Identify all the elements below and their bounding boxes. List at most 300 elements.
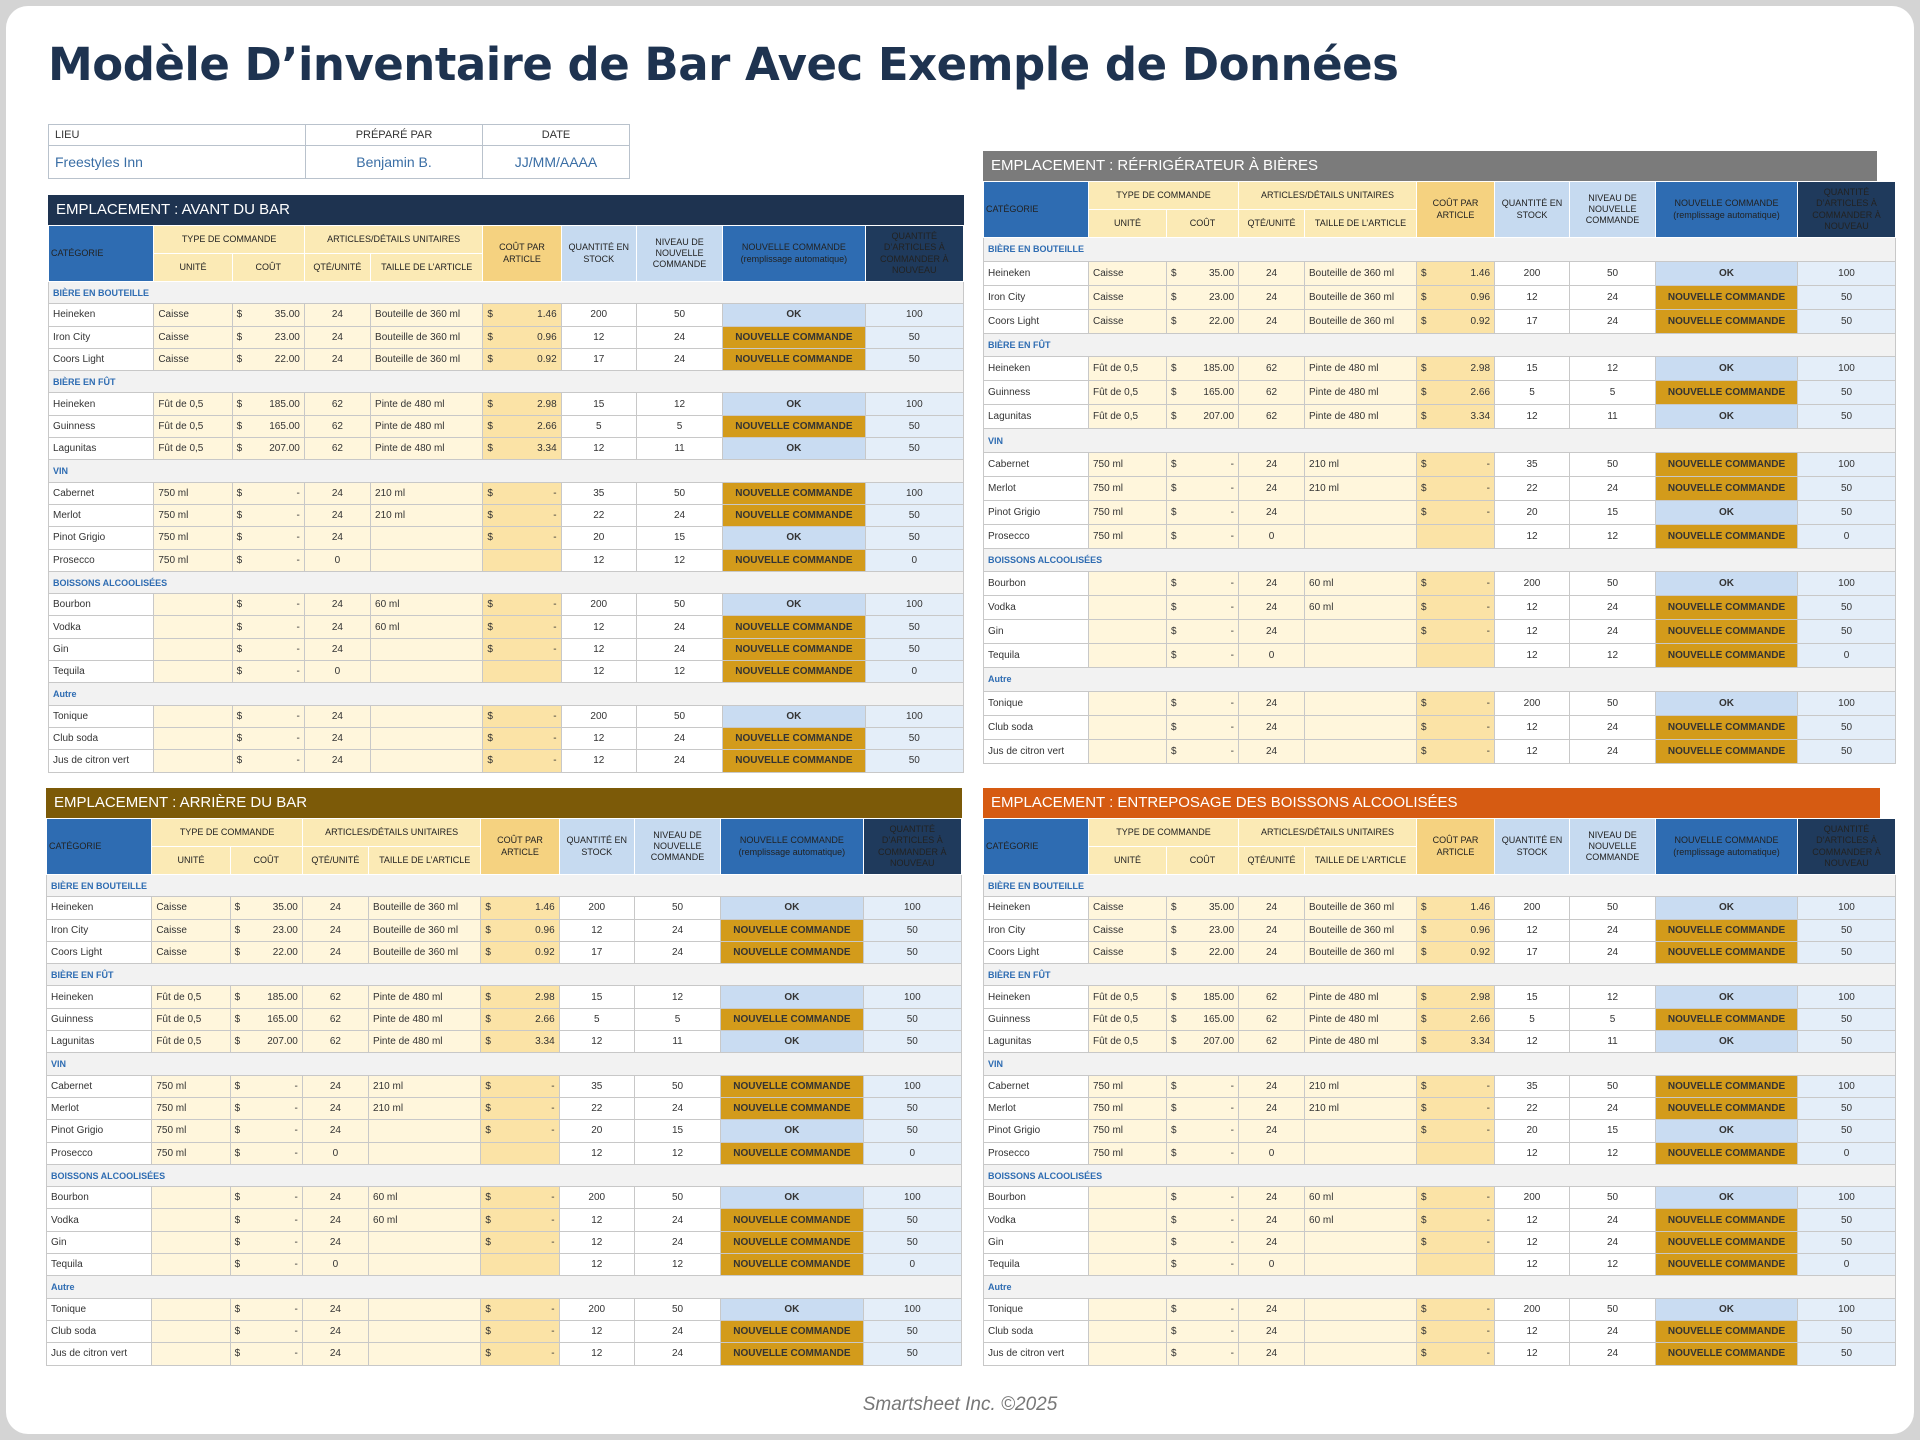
- item-reorder-level[interactable]: 50: [1570, 1187, 1656, 1209]
- item-unit[interactable]: 750 ml: [1089, 476, 1167, 500]
- item-cost[interactable]: [1167, 986, 1239, 1008]
- item-unit[interactable]: Fût de 0,5: [154, 393, 232, 415]
- item-reorder-level[interactable]: 12: [634, 1142, 720, 1164]
- item-cost[interactable]: [1167, 453, 1239, 477]
- item-qty-unit[interactable]: 24: [1239, 1298, 1305, 1320]
- item-name[interactable]: Prosecco: [47, 1142, 152, 1164]
- item-qty-to-order[interactable]: 0: [1798, 524, 1896, 548]
- item-name[interactable]: Iron City: [49, 326, 154, 348]
- item-name[interactable]: Gin: [984, 1231, 1089, 1253]
- item-unit[interactable]: [1089, 644, 1167, 668]
- item-name[interactable]: Cabernet: [984, 453, 1089, 477]
- item-qty-to-order[interactable]: 100: [863, 986, 961, 1008]
- item-unit[interactable]: [152, 1209, 230, 1231]
- item-name[interactable]: Cabernet: [47, 1075, 152, 1097]
- item-cost[interactable]: [1167, 1008, 1239, 1030]
- item-reorder-level[interactable]: 24: [1570, 620, 1656, 644]
- item-unit[interactable]: 750 ml: [152, 1097, 230, 1119]
- item-qty-to-order[interactable]: 100: [865, 393, 963, 415]
- item-name[interactable]: Bourbon: [47, 1187, 152, 1209]
- item-qty-to-order[interactable]: 100: [1798, 897, 1896, 919]
- item-qty-to-order[interactable]: 50: [865, 616, 963, 638]
- prepared-by-value[interactable]: Benjamin B.: [306, 146, 483, 179]
- item-name[interactable]: Prosecco: [49, 549, 154, 571]
- item-size[interactable]: [1305, 1142, 1417, 1164]
- item-size[interactable]: [369, 1254, 481, 1276]
- item-qty-unit[interactable]: 24: [302, 941, 368, 963]
- item-size[interactable]: Pinte de 480 ml: [369, 1008, 481, 1030]
- item-unit[interactable]: [154, 594, 232, 616]
- item-reorder-level[interactable]: 24: [1570, 919, 1656, 941]
- item-reorder-level[interactable]: 12: [634, 1254, 720, 1276]
- item-size[interactable]: 210 ml: [1305, 476, 1417, 500]
- item-name[interactable]: Vodka: [49, 616, 154, 638]
- item-name[interactable]: Lagunitas: [49, 438, 154, 460]
- item-qty-to-order[interactable]: 50: [863, 1008, 961, 1030]
- item-reorder-level[interactable]: 24: [1570, 739, 1656, 763]
- item-name[interactable]: Bourbon: [49, 594, 154, 616]
- item-stock[interactable]: 12: [1495, 1320, 1570, 1342]
- item-stock[interactable]: 20: [1495, 500, 1570, 524]
- item-size[interactable]: 210 ml: [369, 1097, 481, 1119]
- item-stock[interactable]: 12: [559, 1320, 634, 1342]
- item-size[interactable]: [1305, 1298, 1417, 1320]
- item-unit[interactable]: [152, 1343, 230, 1365]
- item-unit[interactable]: [154, 750, 232, 772]
- item-stock[interactable]: 12: [1495, 715, 1570, 739]
- item-cost[interactable]: [232, 326, 304, 348]
- item-reorder-level[interactable]: 12: [1570, 986, 1656, 1008]
- item-reorder-level[interactable]: 11: [636, 438, 722, 460]
- item-size[interactable]: 210 ml: [1305, 453, 1417, 477]
- item-reorder-level[interactable]: 24: [634, 941, 720, 963]
- item-unit[interactable]: Caisse: [1089, 919, 1167, 941]
- item-unit[interactable]: Fût de 0,5: [1089, 1008, 1167, 1030]
- item-cost[interactable]: [230, 941, 302, 963]
- item-cost[interactable]: [1167, 1209, 1239, 1231]
- item-qty-to-order[interactable]: 50: [863, 1343, 961, 1365]
- item-name[interactable]: Club soda: [984, 1320, 1089, 1342]
- item-qty-to-order[interactable]: 50: [1798, 919, 1896, 941]
- item-cost[interactable]: [232, 348, 304, 370]
- item-unit[interactable]: 750 ml: [1089, 1120, 1167, 1142]
- item-size[interactable]: [371, 527, 483, 549]
- item-qty-unit[interactable]: 24: [302, 919, 368, 941]
- item-qty-to-order[interactable]: 0: [863, 1254, 961, 1276]
- item-unit[interactable]: Fût de 0,5: [152, 986, 230, 1008]
- item-name[interactable]: Pinot Grigio: [47, 1120, 152, 1142]
- item-cost[interactable]: [232, 304, 304, 326]
- item-name[interactable]: Vodka: [984, 596, 1089, 620]
- item-qty-unit[interactable]: 24: [304, 594, 370, 616]
- item-name[interactable]: Gin: [984, 620, 1089, 644]
- item-reorder-level[interactable]: 24: [636, 638, 722, 660]
- item-unit[interactable]: Caisse: [154, 326, 232, 348]
- item-stock[interactable]: 12: [1495, 1231, 1570, 1253]
- item-size[interactable]: [1305, 644, 1417, 668]
- item-size[interactable]: [1305, 1231, 1417, 1253]
- item-name[interactable]: Guinness: [984, 1008, 1089, 1030]
- item-reorder-level[interactable]: 5: [1570, 1008, 1656, 1030]
- item-qty-unit[interactable]: 62: [1239, 381, 1305, 405]
- item-cost[interactable]: [1167, 691, 1239, 715]
- item-qty-unit[interactable]: 24: [304, 616, 370, 638]
- item-name[interactable]: Guinness: [49, 415, 154, 437]
- item-qty-to-order[interactable]: 50: [1798, 1231, 1896, 1253]
- item-unit[interactable]: [1089, 596, 1167, 620]
- item-reorder-level[interactable]: 12: [636, 549, 722, 571]
- item-stock[interactable]: 12: [1495, 285, 1570, 309]
- item-name[interactable]: Merlot: [49, 504, 154, 526]
- item-size[interactable]: 210 ml: [371, 482, 483, 504]
- item-reorder-level[interactable]: 50: [636, 304, 722, 326]
- item-reorder-level[interactable]: 50: [636, 594, 722, 616]
- item-name[interactable]: Heineken: [47, 897, 152, 919]
- item-size[interactable]: [371, 750, 483, 772]
- item-unit[interactable]: [1089, 739, 1167, 763]
- item-qty-unit[interactable]: 24: [1239, 1097, 1305, 1119]
- item-stock[interactable]: 12: [561, 326, 636, 348]
- item-name[interactable]: Heineken: [984, 357, 1089, 381]
- item-qty-unit[interactable]: 24: [304, 527, 370, 549]
- item-qty-unit[interactable]: 62: [302, 1008, 368, 1030]
- item-qty-unit[interactable]: 24: [1239, 941, 1305, 963]
- item-qty-unit[interactable]: 62: [1239, 405, 1305, 429]
- item-cost[interactable]: [230, 1320, 302, 1342]
- item-qty-to-order[interactable]: 0: [863, 1142, 961, 1164]
- item-cost[interactable]: [232, 727, 304, 749]
- item-name[interactable]: Gin: [47, 1231, 152, 1253]
- item-reorder-level[interactable]: 50: [1570, 897, 1656, 919]
- item-unit[interactable]: 750 ml: [154, 549, 232, 571]
- item-size[interactable]: Pinte de 480 ml: [1305, 381, 1417, 405]
- item-size[interactable]: [1305, 500, 1417, 524]
- item-name[interactable]: Coors Light: [47, 941, 152, 963]
- item-reorder-level[interactable]: 24: [1570, 1231, 1656, 1253]
- item-qty-unit[interactable]: 24: [302, 1187, 368, 1209]
- item-cost[interactable]: [1167, 524, 1239, 548]
- item-cost[interactable]: [232, 393, 304, 415]
- item-qty-unit[interactable]: 62: [304, 438, 370, 460]
- item-qty-unit[interactable]: 62: [1239, 986, 1305, 1008]
- item-cost[interactable]: [1167, 1254, 1239, 1276]
- item-size[interactable]: [1305, 620, 1417, 644]
- item-unit[interactable]: [1089, 1343, 1167, 1365]
- item-cost[interactable]: [232, 594, 304, 616]
- item-unit[interactable]: [1089, 1298, 1167, 1320]
- item-stock[interactable]: 200: [559, 1187, 634, 1209]
- item-name[interactable]: Gin: [49, 638, 154, 660]
- item-reorder-level[interactable]: 50: [634, 1075, 720, 1097]
- item-qty-to-order[interactable]: 100: [865, 594, 963, 616]
- item-stock[interactable]: 12: [559, 1231, 634, 1253]
- item-stock[interactable]: 17: [1495, 941, 1570, 963]
- item-stock[interactable]: 12: [1495, 405, 1570, 429]
- item-unit[interactable]: [154, 616, 232, 638]
- item-stock[interactable]: 22: [1495, 476, 1570, 500]
- item-cost[interactable]: [230, 1298, 302, 1320]
- item-stock[interactable]: 12: [1495, 919, 1570, 941]
- item-reorder-level[interactable]: 24: [636, 348, 722, 370]
- item-cost[interactable]: [1167, 941, 1239, 963]
- item-stock[interactable]: 200: [559, 897, 634, 919]
- item-unit[interactable]: Fût de 0,5: [152, 1031, 230, 1053]
- item-qty-to-order[interactable]: 50: [865, 348, 963, 370]
- item-qty-to-order[interactable]: 50: [865, 727, 963, 749]
- item-unit[interactable]: [1089, 572, 1167, 596]
- item-cost[interactable]: [230, 1209, 302, 1231]
- item-reorder-level[interactable]: 24: [636, 326, 722, 348]
- item-reorder-level[interactable]: 5: [636, 415, 722, 437]
- item-stock[interactable]: 12: [559, 1209, 634, 1231]
- item-unit[interactable]: [154, 638, 232, 660]
- item-reorder-level[interactable]: 24: [1570, 1320, 1656, 1342]
- item-reorder-level[interactable]: 12: [1570, 1142, 1656, 1164]
- item-qty-to-order[interactable]: 50: [1798, 941, 1896, 963]
- item-cost[interactable]: [230, 1187, 302, 1209]
- item-qty-to-order[interactable]: 50: [1798, 596, 1896, 620]
- item-name[interactable]: Iron City: [984, 285, 1089, 309]
- item-unit[interactable]: Caisse: [152, 941, 230, 963]
- item-stock[interactable]: 20: [559, 1120, 634, 1142]
- item-size[interactable]: [371, 638, 483, 660]
- item-size[interactable]: Bouteille de 360 ml: [371, 326, 483, 348]
- item-stock[interactable]: 12: [1495, 524, 1570, 548]
- item-qty-unit[interactable]: 0: [302, 1254, 368, 1276]
- item-size[interactable]: [369, 1298, 481, 1320]
- item-size[interactable]: Bouteille de 360 ml: [1305, 897, 1417, 919]
- item-unit[interactable]: [152, 1320, 230, 1342]
- item-reorder-level[interactable]: 15: [1570, 500, 1656, 524]
- item-qty-unit[interactable]: 0: [304, 549, 370, 571]
- item-qty-unit[interactable]: 24: [304, 304, 370, 326]
- item-cost[interactable]: [1167, 261, 1239, 285]
- item-stock[interactable]: 200: [1495, 691, 1570, 715]
- item-reorder-level[interactable]: 24: [634, 919, 720, 941]
- item-size[interactable]: Bouteille de 360 ml: [1305, 285, 1417, 309]
- item-reorder-level[interactable]: 24: [1570, 1209, 1656, 1231]
- item-size[interactable]: [371, 727, 483, 749]
- item-cost[interactable]: [232, 438, 304, 460]
- item-qty-unit[interactable]: 24: [304, 638, 370, 660]
- item-cost[interactable]: [1167, 357, 1239, 381]
- item-name[interactable]: Heineken: [984, 897, 1089, 919]
- item-qty-unit[interactable]: 24: [1239, 285, 1305, 309]
- item-unit[interactable]: [152, 1231, 230, 1253]
- item-name[interactable]: Cabernet: [984, 1075, 1089, 1097]
- item-qty-unit[interactable]: 62: [302, 986, 368, 1008]
- item-unit[interactable]: Fût de 0,5: [1089, 357, 1167, 381]
- item-qty-unit[interactable]: 24: [1239, 1209, 1305, 1231]
- item-name[interactable]: Pinot Grigio: [984, 1120, 1089, 1142]
- item-name[interactable]: Lagunitas: [47, 1031, 152, 1053]
- item-cost[interactable]: [232, 616, 304, 638]
- item-qty-unit[interactable]: 24: [302, 1320, 368, 1342]
- item-qty-to-order[interactable]: 50: [1798, 1343, 1896, 1365]
- item-size[interactable]: [1305, 691, 1417, 715]
- item-qty-unit[interactable]: 24: [302, 1075, 368, 1097]
- item-unit[interactable]: Fût de 0,5: [1089, 381, 1167, 405]
- item-cost[interactable]: [1167, 1298, 1239, 1320]
- item-size[interactable]: [1305, 1120, 1417, 1142]
- item-qty-unit[interactable]: 24: [1239, 1320, 1305, 1342]
- item-cost[interactable]: [1167, 476, 1239, 500]
- item-stock[interactable]: 12: [1495, 620, 1570, 644]
- item-reorder-level[interactable]: 24: [1570, 1097, 1656, 1119]
- item-reorder-level[interactable]: 11: [634, 1031, 720, 1053]
- item-name[interactable]: Tequila: [984, 644, 1089, 668]
- item-name[interactable]: Pinot Grigio: [984, 500, 1089, 524]
- item-name[interactable]: Jus de citron vert: [49, 750, 154, 772]
- item-qty-to-order[interactable]: 0: [1798, 1254, 1896, 1276]
- item-unit[interactable]: Caisse: [154, 304, 232, 326]
- item-qty-to-order[interactable]: 0: [1798, 1142, 1896, 1164]
- item-cost[interactable]: [1167, 1231, 1239, 1253]
- item-qty-to-order[interactable]: 50: [865, 415, 963, 437]
- item-unit[interactable]: Caisse: [152, 919, 230, 941]
- item-stock[interactable]: 17: [559, 941, 634, 963]
- item-unit[interactable]: [1089, 620, 1167, 644]
- location-value[interactable]: Freestyles Inn: [49, 146, 306, 179]
- item-size[interactable]: Pinte de 480 ml: [371, 415, 483, 437]
- item-reorder-level[interactable]: 24: [634, 1209, 720, 1231]
- item-stock[interactable]: 15: [1495, 357, 1570, 381]
- item-qty-unit[interactable]: 62: [1239, 1031, 1305, 1053]
- item-stock[interactable]: 35: [1495, 1075, 1570, 1097]
- item-qty-to-order[interactable]: 50: [863, 1031, 961, 1053]
- item-reorder-level[interactable]: 24: [636, 616, 722, 638]
- item-name[interactable]: Tonique: [984, 691, 1089, 715]
- item-qty-unit[interactable]: 24: [1239, 1187, 1305, 1209]
- item-reorder-level[interactable]: 50: [636, 705, 722, 727]
- item-qty-to-order[interactable]: 100: [1798, 691, 1896, 715]
- item-cost[interactable]: [232, 549, 304, 571]
- item-size[interactable]: Bouteille de 360 ml: [369, 897, 481, 919]
- item-name[interactable]: Merlot: [47, 1097, 152, 1119]
- item-unit[interactable]: [1089, 715, 1167, 739]
- item-reorder-level[interactable]: 12: [636, 661, 722, 683]
- item-qty-to-order[interactable]: 50: [863, 941, 961, 963]
- item-name[interactable]: Club soda: [984, 715, 1089, 739]
- item-stock[interactable]: 12: [1495, 1254, 1570, 1276]
- item-name[interactable]: Coors Light: [984, 941, 1089, 963]
- item-cost[interactable]: [230, 986, 302, 1008]
- item-cost[interactable]: [230, 1097, 302, 1119]
- item-size[interactable]: Bouteille de 360 ml: [1305, 919, 1417, 941]
- item-size[interactable]: [1305, 1254, 1417, 1276]
- item-reorder-level[interactable]: 12: [1570, 1254, 1656, 1276]
- item-size[interactable]: Pinte de 480 ml: [369, 986, 481, 1008]
- item-unit[interactable]: [1089, 1254, 1167, 1276]
- item-name[interactable]: Tequila: [47, 1254, 152, 1276]
- item-name[interactable]: Lagunitas: [984, 1031, 1089, 1053]
- item-reorder-level[interactable]: 24: [1570, 309, 1656, 333]
- item-unit[interactable]: [152, 1298, 230, 1320]
- item-reorder-level[interactable]: 12: [1570, 644, 1656, 668]
- item-reorder-level[interactable]: 12: [1570, 524, 1656, 548]
- item-qty-to-order[interactable]: 100: [1798, 1298, 1896, 1320]
- item-cost[interactable]: [1167, 1187, 1239, 1209]
- item-stock[interactable]: 12: [1495, 739, 1570, 763]
- item-size[interactable]: 60 ml: [1305, 572, 1417, 596]
- item-size[interactable]: 60 ml: [369, 1209, 481, 1231]
- item-qty-unit[interactable]: 62: [302, 1031, 368, 1053]
- item-qty-to-order[interactable]: 50: [863, 1097, 961, 1119]
- item-size[interactable]: Pinte de 480 ml: [371, 393, 483, 415]
- item-name[interactable]: Club soda: [49, 727, 154, 749]
- item-reorder-level[interactable]: 24: [1570, 596, 1656, 620]
- item-stock[interactable]: 17: [1495, 309, 1570, 333]
- item-stock[interactable]: 5: [1495, 381, 1570, 405]
- item-unit[interactable]: Caisse: [152, 897, 230, 919]
- item-size[interactable]: [371, 661, 483, 683]
- item-qty-unit[interactable]: 24: [1239, 715, 1305, 739]
- item-stock[interactable]: 22: [561, 504, 636, 526]
- item-reorder-level[interactable]: 5: [1570, 381, 1656, 405]
- item-unit[interactable]: Caisse: [1089, 897, 1167, 919]
- item-unit[interactable]: Fût de 0,5: [1089, 986, 1167, 1008]
- item-unit[interactable]: Caisse: [1089, 261, 1167, 285]
- item-unit[interactable]: 750 ml: [154, 482, 232, 504]
- item-cost[interactable]: [232, 504, 304, 526]
- item-cost[interactable]: [230, 1343, 302, 1365]
- item-qty-to-order[interactable]: 50: [865, 527, 963, 549]
- item-name[interactable]: Cabernet: [49, 482, 154, 504]
- item-qty-unit[interactable]: 62: [304, 415, 370, 437]
- item-name[interactable]: Iron City: [984, 919, 1089, 941]
- item-cost[interactable]: [1167, 1120, 1239, 1142]
- item-stock[interactable]: 200: [561, 705, 636, 727]
- item-size[interactable]: [369, 1231, 481, 1253]
- item-qty-to-order[interactable]: 100: [1798, 453, 1896, 477]
- item-stock[interactable]: 12: [561, 616, 636, 638]
- item-cost[interactable]: [1167, 309, 1239, 333]
- item-qty-to-order[interactable]: 100: [1798, 986, 1896, 1008]
- item-qty-unit[interactable]: 24: [304, 750, 370, 772]
- item-reorder-level[interactable]: 50: [636, 482, 722, 504]
- item-size[interactable]: 60 ml: [369, 1187, 481, 1209]
- item-qty-to-order[interactable]: 100: [1798, 261, 1896, 285]
- item-reorder-level[interactable]: 50: [1570, 1298, 1656, 1320]
- item-qty-unit[interactable]: 24: [1239, 897, 1305, 919]
- item-qty-unit[interactable]: 24: [1239, 572, 1305, 596]
- item-size[interactable]: Pinte de 480 ml: [1305, 357, 1417, 381]
- item-name[interactable]: Jus de citron vert: [984, 1343, 1089, 1365]
- item-qty-unit[interactable]: 24: [304, 348, 370, 370]
- item-unit[interactable]: Fût de 0,5: [154, 438, 232, 460]
- item-stock[interactable]: 35: [559, 1075, 634, 1097]
- item-reorder-level[interactable]: 24: [1570, 941, 1656, 963]
- item-qty-unit[interactable]: 0: [1239, 1142, 1305, 1164]
- item-stock[interactable]: 35: [1495, 453, 1570, 477]
- item-stock[interactable]: 12: [559, 1031, 634, 1053]
- item-unit[interactable]: [152, 1254, 230, 1276]
- item-stock[interactable]: 12: [559, 1254, 634, 1276]
- item-unit[interactable]: [154, 705, 232, 727]
- item-unit[interactable]: 750 ml: [1089, 453, 1167, 477]
- item-qty-unit[interactable]: 24: [1239, 1343, 1305, 1365]
- item-qty-to-order[interactable]: 50: [865, 504, 963, 526]
- item-reorder-level[interactable]: 50: [634, 1187, 720, 1209]
- item-stock[interactable]: 22: [559, 1097, 634, 1119]
- item-qty-unit[interactable]: 0: [1239, 1254, 1305, 1276]
- item-size[interactable]: [369, 1120, 481, 1142]
- item-reorder-level[interactable]: 11: [1570, 1031, 1656, 1053]
- item-cost[interactable]: [1167, 1075, 1239, 1097]
- item-stock[interactable]: 200: [1495, 897, 1570, 919]
- item-stock[interactable]: 5: [559, 1008, 634, 1030]
- item-qty-to-order[interactable]: 50: [865, 750, 963, 772]
